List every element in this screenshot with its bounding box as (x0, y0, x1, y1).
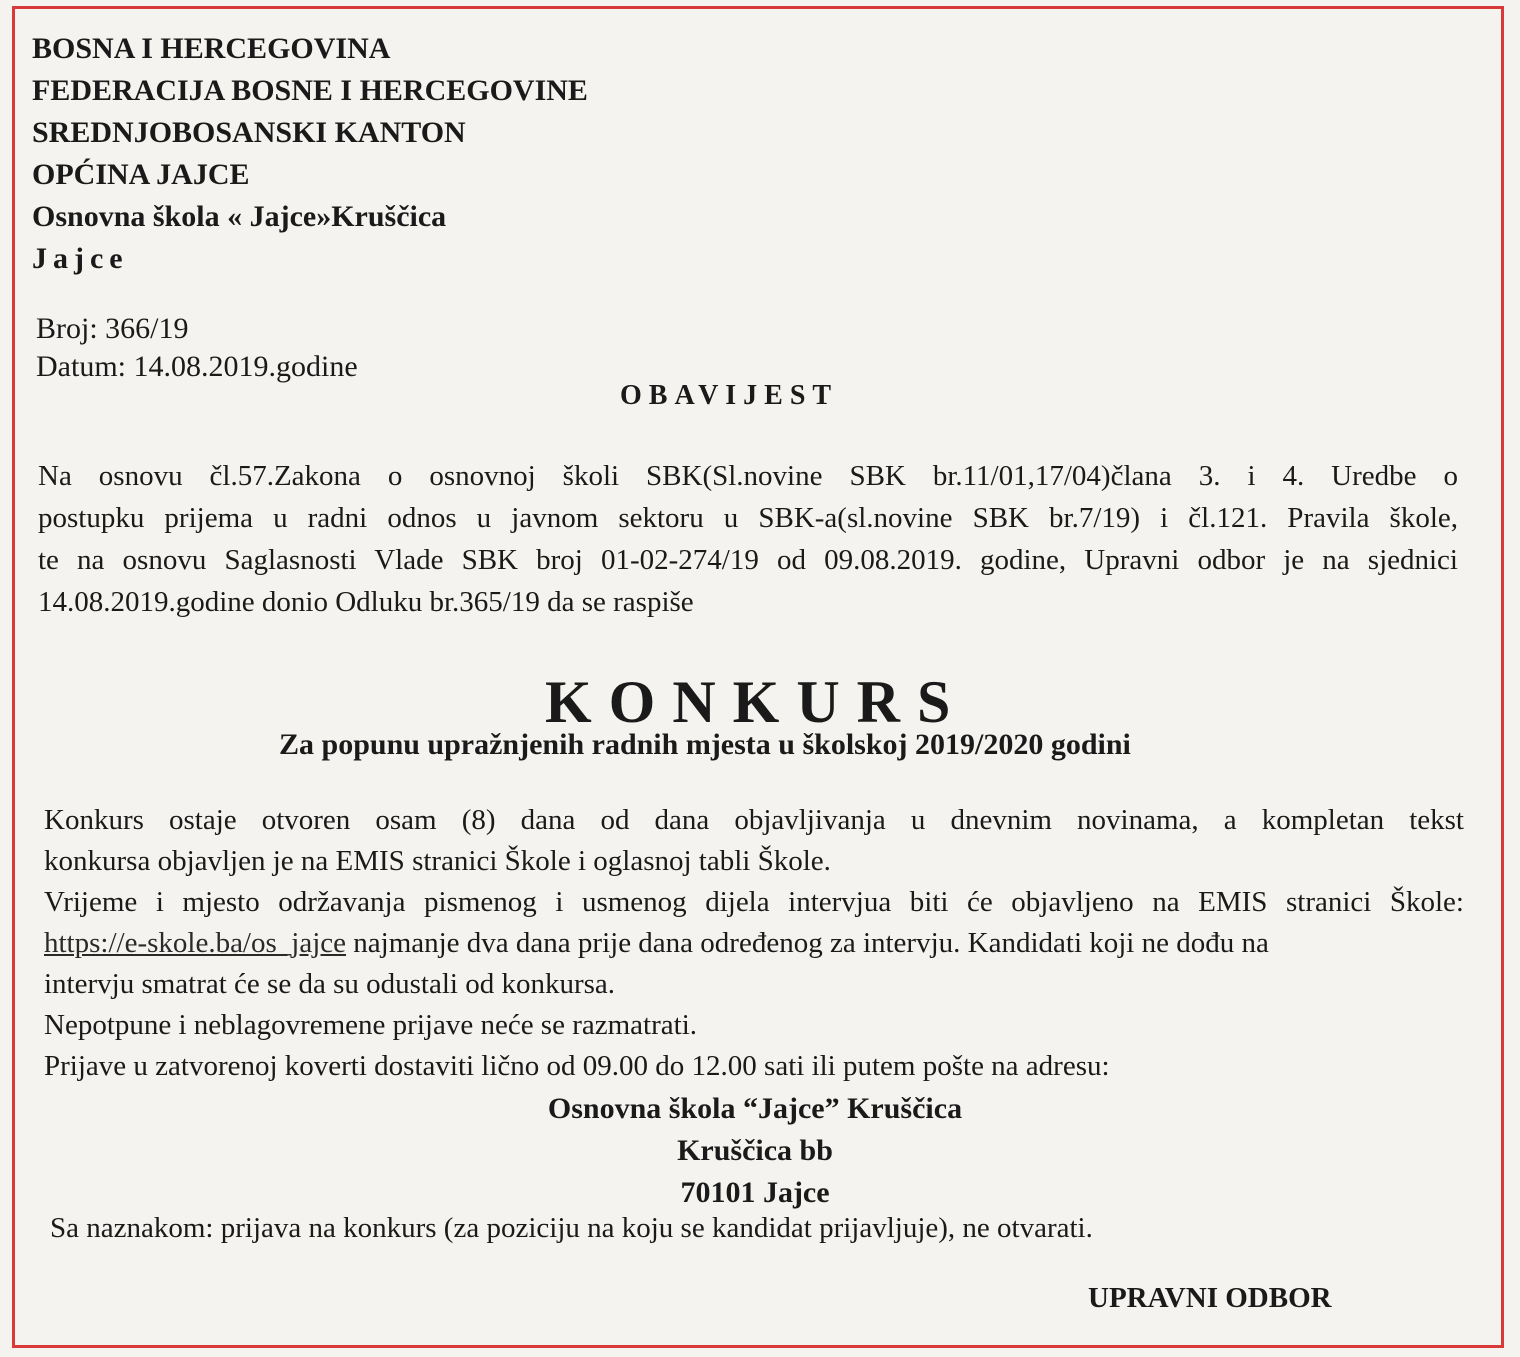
body-line-with-link (44, 923, 1464, 964)
header-federation: FEDERACIJA BOSNE I HERCEGOVINE (32, 74, 588, 107)
address-school: Osnovna škola “Jajce” Kruščica (547, 1092, 963, 1125)
body-line-rest: najmanje dva dana prije dana određenog za intervju. Kandidati koji ne dođu na (346, 927, 1269, 959)
body-line: Prijave u zatvorenoj koverti dostaviti lično od 09.00 do 12.00 sati ili putem pošte na adresu: (44, 1050, 1110, 1082)
body-line: Konkurs ostaje otvoren osam (8) dana od dana objavljivanja u dnevnim novinama, a kompletan tekst (44, 804, 1464, 836)
envelope-remark: Sa naznakom: prijava na konkurs (za poziciju na koju se kandidat prijavljuje), ne otvarati. (50, 1212, 1093, 1244)
intro-line: Na osnovu čl.57.Zakona o osnovnoj školi SBK(Sl.novine SBK br.11/01,17/04)člana 3. i 4. Uredbe o (38, 460, 1458, 492)
konkurs-title: KONKURS (545, 669, 968, 735)
address-street: Kruščica bb (677, 1134, 833, 1167)
emis-link[interactable]: https://e-skole.ba/os_jajce (44, 927, 347, 959)
header-city: Jajce (32, 242, 129, 275)
body-line: Nepotpune i neblagovremene prijave neće se razmatrati. (44, 1009, 697, 1041)
header-canton: SREDNJOBOSANSKI KANTON (32, 116, 466, 149)
intro-paragraph (38, 455, 1458, 623)
mailing-address (470, 1088, 1040, 1214)
body-paragraph (44, 800, 1464, 1087)
body-line: konkursa objavljen je na EMIS stranici Škole i oglasnoj tabli Škole. (44, 845, 831, 877)
signature-board: UPRAVNI ODBOR (1088, 1282, 1332, 1314)
address-city: 70101 Jajce (680, 1176, 830, 1209)
intro-line: postupku prijema u radni odnos u javnom sektoru u SBK-a(sl.novine SBK br.7/19) i čl.121. Pravila škole, (38, 502, 1458, 534)
intro-line: 14.08.2019.godine donio Odluku br.365/19 da se raspiše (38, 586, 694, 618)
document-number: Broj: 366/19 (36, 312, 189, 345)
document-date: Datum: 14.08.2019.godine (36, 350, 358, 383)
header-municipality: OPĆINA JAJCE (32, 158, 250, 191)
institution-header (32, 28, 588, 280)
intro-line: te na osnovu Saglasnosti Vlade SBK broj 01-02-274/19 od 09.08.2019. godine, Upravni odbor je na sjednici (38, 544, 1458, 576)
document-meta (36, 310, 358, 386)
notice-heading: OBAVIJEST (620, 380, 839, 411)
konkurs-subtitle: Za popunu upražnjenih radnih mjesta u školskoj 2019/2020 godini (279, 728, 1131, 761)
body-line: Vrijeme i mjesto održavanja pismenog i usmenog dijela intervjua biti će objavljeno na EMIS stranici Škole: (44, 886, 1464, 918)
body-line: intervju smatrat će se da su odustali od konkursa. (44, 968, 616, 1000)
header-school: Osnovna škola « Jajce»Kruščica (32, 200, 447, 233)
header-country: BOSNA I HERCEGOVINA (32, 32, 391, 65)
